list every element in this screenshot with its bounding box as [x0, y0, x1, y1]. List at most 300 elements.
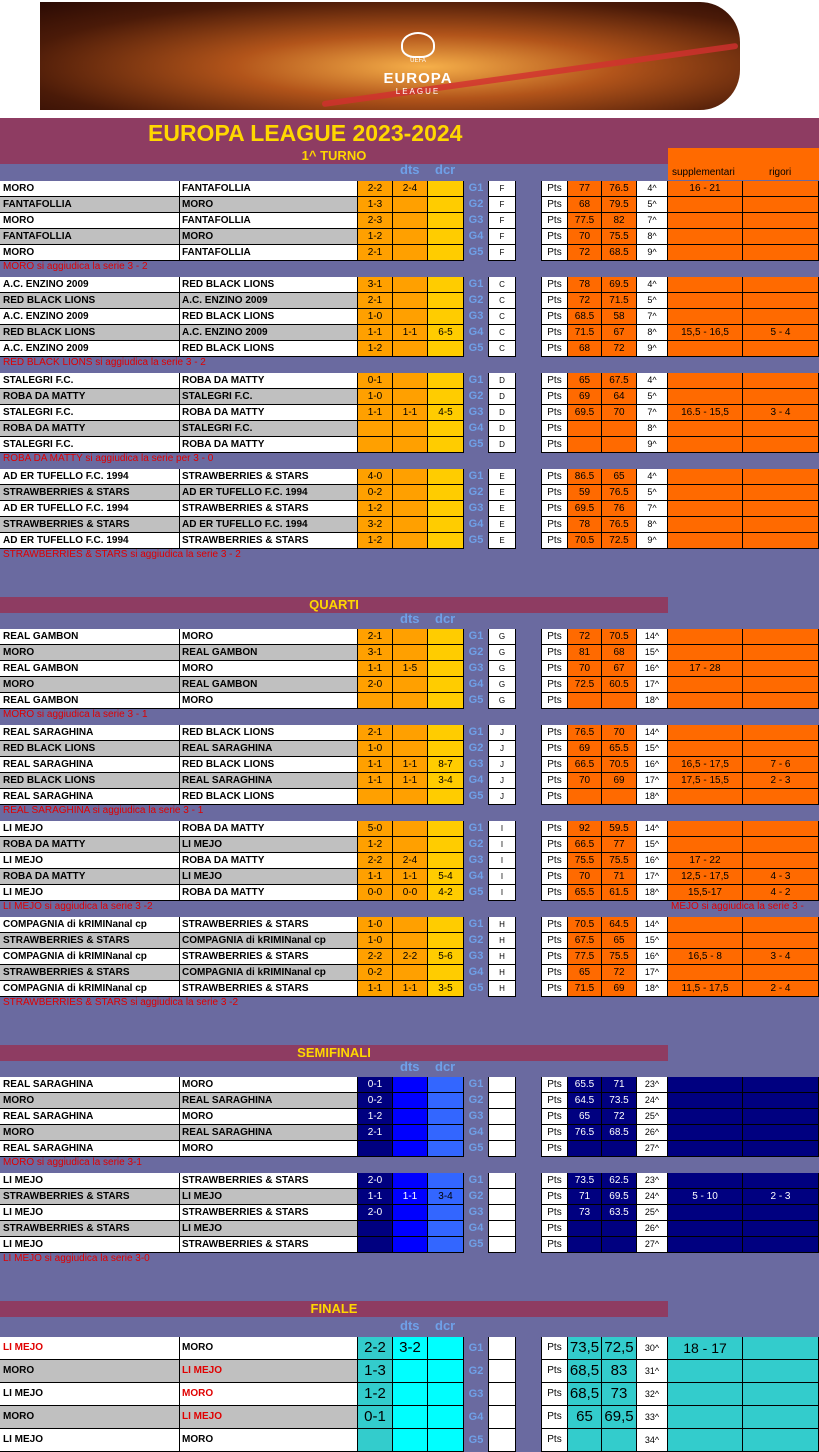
game-label: G2 [468, 838, 484, 850]
score: 4-0 [358, 469, 393, 485]
score-dcr [428, 965, 464, 981]
score-dcr [428, 1141, 464, 1157]
rigori-score [743, 1125, 819, 1141]
away-team: A.C. ENZINO 2009 [180, 325, 358, 341]
score-dcr: 3-5 [428, 981, 464, 997]
pts-label: Pts [541, 405, 568, 421]
game-label: G2 [468, 486, 484, 498]
game-label: G3 [468, 406, 484, 418]
score: 1-2 [358, 501, 393, 517]
home-points: 71.5 [568, 325, 602, 341]
right-panel-gap [668, 1301, 819, 1337]
home-team: MORO [0, 213, 180, 229]
score-dts [393, 1406, 428, 1429]
score-dcr: 3-4 [428, 773, 464, 789]
group-letter: E [488, 517, 516, 533]
pts-label: Pts [541, 469, 568, 485]
home-points: 71.5 [568, 981, 602, 997]
matchday: 7^ [637, 309, 668, 325]
game-label: G2 [468, 390, 484, 402]
away-team: ROBA DA MATTY [180, 853, 358, 869]
match-row [0, 741, 819, 757]
away-team: MORO [180, 229, 358, 245]
home-team: STRAWBERRIES & STARS [0, 485, 180, 501]
score: 2-0 [358, 1205, 393, 1221]
away-team: STRAWBERRIES & STARS [180, 917, 358, 933]
rigori-score [743, 837, 819, 853]
supplementari-score [668, 229, 743, 245]
pts-label: Pts [541, 629, 568, 645]
supplementari-score [668, 421, 743, 437]
match-row [0, 1141, 819, 1157]
score: 0-2 [358, 965, 393, 981]
score-dts [393, 293, 428, 309]
pts-label: Pts [541, 389, 568, 405]
away-team: STRAWBERRIES & STARS [180, 533, 358, 549]
score: 1-0 [358, 917, 393, 933]
home-team: REAL GAMBON [0, 661, 180, 677]
game-label: G4 [468, 678, 484, 690]
away-points [602, 789, 637, 805]
rigori-score: 4 - 3 [743, 869, 819, 885]
supplementari-score [668, 437, 743, 453]
away-points [602, 1237, 637, 1253]
dcr-header: dcr [435, 162, 456, 177]
supplementari-score: 15,5 - 16,5 [668, 325, 743, 341]
group-letter: H [488, 949, 516, 965]
supplementari-score: 16,5 - 17,5 [668, 757, 743, 773]
group-letter: G [488, 645, 516, 661]
match-row [0, 309, 819, 325]
pts-label: Pts [541, 933, 568, 949]
home-team: AD ER TUFELLO F.C. 1994 [0, 501, 180, 517]
away-points: 72 [602, 1109, 637, 1125]
matchday: 17^ [637, 773, 668, 789]
score-dcr: 6-5 [428, 325, 464, 341]
pts-label: Pts [541, 725, 568, 741]
matchday: 18^ [637, 885, 668, 901]
rigori-score [743, 1360, 819, 1383]
matchday: 23^ [637, 1173, 668, 1189]
away-team: STRAWBERRIES & STARS [180, 1173, 358, 1189]
score-dcr [428, 741, 464, 757]
home-points: 65.5 [568, 885, 602, 901]
matchday: 15^ [637, 741, 668, 757]
away-points: 62.5 [602, 1173, 637, 1189]
home-team: LI MEJO [0, 1383, 180, 1406]
away-team: FANTAFOLLIA [180, 245, 358, 261]
pts-label: Pts [541, 325, 568, 341]
group-letter: G [488, 677, 516, 693]
away-team: REAL SARAGHINA [180, 1125, 358, 1141]
dcr-header: dcr [435, 611, 456, 626]
match-row [0, 1189, 819, 1205]
score: 1-1 [358, 661, 393, 677]
away-team: AD ER TUFELLO F.C. 1994 [180, 517, 358, 533]
away-points: 58 [602, 309, 637, 325]
group-letter [488, 1383, 516, 1406]
game-label: G4 [468, 966, 484, 978]
game-label: G4 [468, 230, 484, 242]
home-points: 66.5 [568, 837, 602, 853]
supplementari-score: 16.5 - 15,5 [668, 405, 743, 421]
home-team: LI MEJO [0, 1173, 180, 1189]
score-dts: 1-1 [393, 325, 428, 341]
home-points [568, 693, 602, 709]
home-points: 72 [568, 245, 602, 261]
rigori-score: 7 - 6 [743, 757, 819, 773]
score-dts [393, 1141, 428, 1157]
away-team: STRAWBERRIES & STARS [180, 981, 358, 997]
group-letter [488, 1189, 516, 1205]
group-letter: J [488, 757, 516, 773]
away-team: REAL GAMBON [180, 677, 358, 693]
home-team: MORO [0, 1406, 180, 1429]
home-points: 69 [568, 741, 602, 757]
matchday: 25^ [637, 1109, 668, 1125]
rigori-score [743, 437, 819, 453]
matchday: 17^ [637, 965, 668, 981]
away-points: 70.5 [602, 757, 637, 773]
home-team: ROBA DA MATTY [0, 869, 180, 885]
supplementari-score [668, 1360, 743, 1383]
group-letter: E [488, 485, 516, 501]
rigori-score [743, 1141, 819, 1157]
rigori-score: 2 - 3 [743, 1189, 819, 1205]
supplementari-score [668, 533, 743, 549]
score-dts [393, 469, 428, 485]
match-row [0, 229, 819, 245]
home-points [568, 437, 602, 453]
home-points [568, 1237, 602, 1253]
matchday: 4^ [637, 181, 668, 197]
pts-label: Pts [541, 661, 568, 677]
rigori-score [743, 245, 819, 261]
score-dts [393, 277, 428, 293]
score: 1-1 [358, 981, 393, 997]
score-dcr [428, 517, 464, 533]
group-letter: C [488, 293, 516, 309]
away-team: MORO [180, 1383, 358, 1406]
group-letter: C [488, 341, 516, 357]
game-label: G3 [468, 758, 484, 770]
home-points: 70 [568, 661, 602, 677]
rigori-score: 5 - 4 [743, 325, 819, 341]
rigori-score [743, 677, 819, 693]
home-points: 66.5 [568, 757, 602, 773]
group-letter [488, 1093, 516, 1109]
pts-label: Pts [541, 885, 568, 901]
away-points: 76.5 [602, 181, 637, 197]
home-points: 67.5 [568, 933, 602, 949]
rigori-score [743, 1429, 819, 1452]
supplementari-score: 12,5 - 17,5 [668, 869, 743, 885]
home-team: LI MEJO [0, 821, 180, 837]
pts-label: Pts [541, 1125, 568, 1141]
pts-label: Pts [541, 1093, 568, 1109]
away-team: REAL SARAGHINA [180, 741, 358, 757]
match-row [0, 661, 819, 677]
rigori-score [743, 1221, 819, 1237]
supplementari-score: 17 - 28 [668, 661, 743, 677]
group-letter [488, 1125, 516, 1141]
match-row [0, 789, 819, 805]
group-letter: I [488, 885, 516, 901]
game-label: G1 [468, 278, 484, 290]
pts-label: Pts [541, 1237, 568, 1253]
away-points [602, 421, 637, 437]
supplementari-score [668, 629, 743, 645]
score [358, 421, 393, 437]
rigori-score: 2 - 4 [743, 981, 819, 997]
game-label: G2 [468, 294, 484, 306]
game-label: G5 [468, 982, 484, 994]
supplementari-score [668, 469, 743, 485]
home-team: REAL SARAGHINA [0, 1141, 180, 1157]
score-dcr [428, 1360, 464, 1383]
score-dts [393, 501, 428, 517]
match-row [0, 421, 819, 437]
home-team: LI MEJO [0, 1205, 180, 1221]
supplementari-score [668, 1141, 743, 1157]
matchday: 9^ [637, 437, 668, 453]
home-points [568, 789, 602, 805]
home-points: 70 [568, 869, 602, 885]
matchday: 25^ [637, 1205, 668, 1221]
away-points: 67.5 [602, 373, 637, 389]
match-row [0, 1093, 819, 1109]
game-label: G1 [468, 182, 484, 194]
rigori-score [743, 821, 819, 837]
supplementari-score [668, 485, 743, 501]
group-letter: G [488, 661, 516, 677]
score-dcr [428, 629, 464, 645]
home-team: RED BLACK LIONS [0, 741, 180, 757]
score: 2-2 [358, 181, 393, 197]
home-team: COMPAGNIA di kRIMINanal cp [0, 981, 180, 997]
match-row [0, 197, 819, 213]
match-row [0, 693, 819, 709]
game-label: G4 [468, 518, 484, 530]
section-header: FINALE [0, 1301, 668, 1317]
pts-label: Pts [541, 789, 568, 805]
away-team: STRAWBERRIES & STARS [180, 949, 358, 965]
home-team: STALEGRI F.C. [0, 405, 180, 421]
pts-label: Pts [541, 741, 568, 757]
home-points: 69.5 [568, 501, 602, 517]
home-team: MORO [0, 645, 180, 661]
away-team: LI MEJO [180, 1221, 358, 1237]
home-points: 68,5 [568, 1383, 602, 1406]
home-team: MORO [0, 181, 180, 197]
match-row [0, 645, 819, 661]
score-dts [393, 1237, 428, 1253]
series-result-note: RED BLACK LIONS si aggiudica la serie 3 - 2 [3, 357, 206, 368]
score: 2-3 [358, 213, 393, 229]
score-dts [393, 389, 428, 405]
home-team: REAL SARAGHINA [0, 1077, 180, 1093]
pts-label: Pts [541, 773, 568, 789]
away-points: 82 [602, 213, 637, 229]
pts-label: Pts [541, 1077, 568, 1093]
score-dts [393, 789, 428, 805]
score-dts [393, 309, 428, 325]
rigori-score [743, 725, 819, 741]
home-points: 76.5 [568, 1125, 602, 1141]
score-dcr [428, 789, 464, 805]
game-label: G1 [468, 1174, 484, 1186]
away-points: 72.5 [602, 533, 637, 549]
away-points: 68 [602, 645, 637, 661]
banner-image [40, 2, 740, 110]
supplementari-score [668, 1109, 743, 1125]
logo-uefa-text: UEFA [410, 58, 426, 64]
score-dcr [428, 1173, 464, 1189]
score: 2-0 [358, 1173, 393, 1189]
game-label: G2 [468, 934, 484, 946]
matchday: 27^ [637, 1237, 668, 1253]
matchday: 14^ [637, 917, 668, 933]
game-label: G2 [468, 1365, 484, 1377]
away-team: MORO [180, 693, 358, 709]
away-team: REAL SARAGHINA [180, 773, 358, 789]
group-letter: D [488, 373, 516, 389]
rigori-score [743, 229, 819, 245]
away-points: 79.5 [602, 197, 637, 213]
away-team: RED BLACK LIONS [180, 341, 358, 357]
score: 3-2 [358, 517, 393, 533]
group-letter: F [488, 245, 516, 261]
away-team: RED BLACK LIONS [180, 757, 358, 773]
matchday: 34^ [637, 1429, 668, 1452]
home-points: 73 [568, 1205, 602, 1221]
match-row [0, 885, 819, 901]
matchday: 8^ [637, 325, 668, 341]
game-label: G2 [468, 198, 484, 210]
away-team: MORO [180, 1077, 358, 1093]
score-dts [393, 821, 428, 837]
score-dcr [428, 437, 464, 453]
home-team: ROBA DA MATTY [0, 837, 180, 853]
match-row [0, 1429, 819, 1452]
away-team: RED BLACK LIONS [180, 725, 358, 741]
supplementari-score [668, 309, 743, 325]
score: 1-2 [358, 1383, 393, 1406]
score-dts [393, 933, 428, 949]
score-dcr [428, 309, 464, 325]
score-dcr [428, 1406, 464, 1429]
match-row [0, 245, 819, 261]
pts-label: Pts [541, 341, 568, 357]
away-points [602, 437, 637, 453]
score-dcr [428, 197, 464, 213]
away-team: LI MEJO [180, 837, 358, 853]
away-points: 67 [602, 661, 637, 677]
dcr-header: dcr [435, 1059, 456, 1074]
match-row [0, 517, 819, 533]
score: 1-0 [358, 389, 393, 405]
group-letter: C [488, 309, 516, 325]
away-points: 69,5 [602, 1406, 637, 1429]
score-dcr [428, 853, 464, 869]
score-dcr [428, 469, 464, 485]
matchday: 30^ [637, 1337, 668, 1360]
matchday: 14^ [637, 725, 668, 741]
group-letter: C [488, 325, 516, 341]
game-label: G4 [468, 1126, 484, 1138]
away-points [602, 1221, 637, 1237]
away-points: 75.5 [602, 949, 637, 965]
rigori-score [743, 1383, 819, 1406]
away-points: 70 [602, 725, 637, 741]
matchday: 5^ [637, 293, 668, 309]
game-label: G3 [468, 1110, 484, 1122]
home-points [568, 1141, 602, 1157]
supplementari-score [668, 341, 743, 357]
home-points: 71 [568, 1189, 602, 1205]
right-panel-gap [668, 597, 819, 629]
score-dcr [428, 341, 464, 357]
match-row [0, 677, 819, 693]
match-row [0, 1406, 819, 1429]
score-dcr [428, 245, 464, 261]
home-team: LI MEJO [0, 1237, 180, 1253]
score-dts [393, 1429, 428, 1452]
score-dts [393, 645, 428, 661]
pts-label: Pts [541, 949, 568, 965]
pts-label: Pts [541, 1406, 568, 1429]
score-dts [393, 341, 428, 357]
away-team: COMPAGNIA di kRIMINanal cp [180, 965, 358, 981]
away-points: 65 [602, 933, 637, 949]
pts-label: Pts [541, 293, 568, 309]
rigori-score [743, 789, 819, 805]
supplementari-score [668, 517, 743, 533]
match-row [0, 837, 819, 853]
score-dcr [428, 421, 464, 437]
pts-label: Pts [541, 533, 568, 549]
home-team: AD ER TUFELLO F.C. 1994 [0, 533, 180, 549]
score [358, 693, 393, 709]
score: 1-0 [358, 741, 393, 757]
group-letter: J [488, 773, 516, 789]
score: 1-0 [358, 933, 393, 949]
game-label: G5 [468, 886, 484, 898]
home-points [568, 1429, 602, 1452]
away-points [602, 1141, 637, 1157]
away-points [602, 693, 637, 709]
group-letter: E [488, 533, 516, 549]
game-label: G3 [468, 1388, 484, 1400]
group-letter: J [488, 725, 516, 741]
score-dts [393, 1360, 428, 1383]
match-row [0, 181, 819, 197]
pts-label: Pts [541, 421, 568, 437]
rigori-score [743, 1205, 819, 1221]
home-points: 72 [568, 293, 602, 309]
score-dcr [428, 533, 464, 549]
away-team: ROBA DA MATTY [180, 821, 358, 837]
away-team: A.C. ENZINO 2009 [180, 293, 358, 309]
supplementari-score [668, 741, 743, 757]
score-dcr [428, 485, 464, 501]
matchday: 24^ [637, 1093, 668, 1109]
score-dcr [428, 389, 464, 405]
matchday: 16^ [637, 661, 668, 677]
away-team: COMPAGNIA di kRIMINanal cp [180, 933, 358, 949]
score-dts: 1-1 [393, 405, 428, 421]
score-dcr [428, 725, 464, 741]
